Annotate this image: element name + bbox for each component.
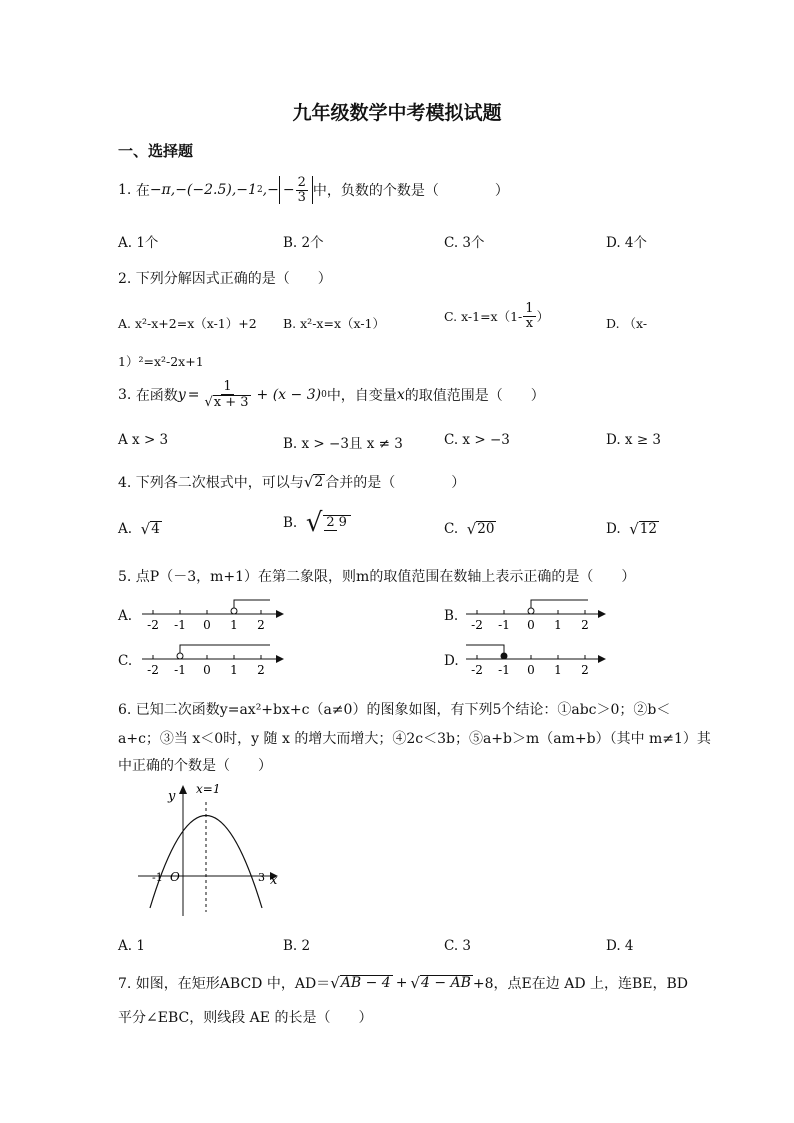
q1-option-c[interactable]: C. 3个	[444, 235, 485, 251]
q4-option-d[interactable]	[606, 520, 659, 538]
q4-option-b[interactable]	[283, 508, 352, 538]
q3-exponent: 0	[321, 389, 327, 400]
q4-option-c[interactable]	[444, 520, 496, 538]
q1-minus: −	[282, 182, 295, 199]
q4-a-radicand: 4	[151, 521, 160, 538]
q3-option-b[interactable]: B. x > −3且 x ≠ 3	[283, 436, 403, 452]
q6-parabola-graph	[138, 780, 288, 920]
q4-b-label: B.	[283, 515, 298, 531]
tick-label: 0	[203, 663, 211, 677]
y-label: y	[168, 789, 176, 804]
radical-icon: √	[204, 394, 213, 410]
tick-label: 1	[554, 663, 562, 677]
q3-numerator: 1	[223, 379, 232, 394]
q1-number: 1.	[118, 182, 132, 199]
q1-square: 2	[256, 185, 263, 196]
tick-label: -1	[498, 663, 510, 677]
q1-suffix: 中，负数的个数是（ ）	[312, 183, 509, 200]
q2-c-fraction	[523, 302, 535, 330]
question-2-stem: 2. 下列分解因式正确的是（ ）	[118, 271, 332, 287]
symmetry-label: x=1	[196, 782, 221, 796]
tick-label: 1	[554, 618, 562, 632]
tick-label: 2	[257, 618, 265, 632]
q7-prefix: 7. 如图，在矩形ABCD 中，AD＝	[118, 976, 331, 992]
q3-radicand: x + 3	[213, 394, 249, 410]
q4-d-radicand: 12	[639, 521, 657, 538]
q2-option-a[interactable]: A. x²-x+2=x（x-1）+2	[118, 316, 257, 331]
q3-denominator	[202, 395, 252, 410]
tick-label: -1	[174, 618, 186, 632]
tick-label: 0	[527, 618, 535, 632]
q7-suffix: +8，点E在边 AD 上，连BE，BD	[472, 976, 689, 992]
q3-y: y	[177, 386, 186, 403]
origin-label: O	[170, 870, 180, 884]
q1-numerator: 2	[297, 175, 306, 190]
q3-suffix: 中，自变量	[326, 387, 397, 404]
q1-absolute-value	[279, 176, 313, 204]
question-6-line-1: 6. 已知二次函数y=ax²+bx+c（a≠0）的图象如图，有下列5个结论：①abc＞0；②b＜	[118, 702, 671, 718]
q2-option-b[interactable]: B. x²-x=x（x-1）	[283, 316, 385, 331]
q4-b-denominator: 9	[338, 515, 347, 531]
q4-b-fraction	[323, 515, 351, 530]
q3-number: 3.	[118, 386, 132, 403]
q4-a-label: A.	[118, 521, 133, 537]
tick-label: -2	[147, 663, 159, 677]
q6-option-b[interactable]: B. 2	[283, 938, 311, 954]
q4-b-numerator: 2	[326, 515, 335, 531]
tick-label: -2	[471, 663, 483, 677]
radical-icon: √	[629, 520, 639, 538]
question-5-stem: 5. 点P（－3，m+1）在第二象限，则m的取值范围在数轴上表示正确的是（ ）	[118, 569, 636, 585]
tick-label: -1	[498, 618, 510, 632]
tick-label: 1	[230, 663, 238, 677]
page-title: 九年级数学中考模拟试题	[292, 102, 502, 124]
q3-option-d[interactable]: D. x ≥ 3	[606, 432, 662, 448]
q2-c-numerator: 1	[525, 301, 534, 316]
question-1-stem	[118, 176, 509, 204]
radical-icon: √	[303, 473, 314, 491]
q5-option-b-label[interactable]: B.	[444, 608, 459, 624]
q2-option-c[interactable]	[444, 302, 549, 330]
q4-c-radicand: 20	[477, 521, 495, 538]
tick-label: 2	[581, 618, 589, 632]
q5-option-d-number-line[interactable]	[462, 639, 612, 679]
q7-radicand-2: 4 − AB	[420, 974, 471, 991]
q4-c-label: C.	[444, 521, 459, 537]
question-7-line-2: 平分∠EBC，则线段 AE 的长是（ ）	[118, 1010, 373, 1026]
q5-option-c-number-line[interactable]	[138, 639, 288, 679]
q2-option-d-part2: 1）²=x²-2x+1	[118, 354, 204, 369]
q7-plus: +	[395, 975, 408, 991]
tick-label: -2	[471, 618, 483, 632]
tick-label: 2	[257, 663, 265, 677]
radical-icon: √	[140, 520, 151, 538]
q3-suffix-2: 的取值范围是（ ）	[404, 387, 545, 404]
tick-label: 0	[527, 663, 535, 677]
question-3-stem	[118, 380, 545, 410]
radical-icon: √	[466, 520, 477, 538]
tick-label: -2	[147, 618, 159, 632]
q5-option-a-label[interactable]: A.	[118, 608, 133, 624]
question-6-line-2: a+c；③当 x＜0时，y 随 x 的增大而增大；④2c＜3b；⑤a+b＞m（am+b）（其中 m≠1）其	[118, 731, 711, 747]
q4-option-a[interactable]	[118, 520, 162, 538]
q6-option-c[interactable]: C. 3	[444, 938, 472, 954]
q4-prefix: 4. 下列各二次根式中，可以与	[118, 475, 304, 491]
x-label: x	[270, 873, 278, 888]
q2-option-d-part1[interactable]: D. （x-	[606, 316, 648, 331]
q1-option-b[interactable]: B. 2个	[283, 235, 324, 251]
q5-option-b-number-line[interactable]	[462, 594, 612, 634]
question-6-line-3: 中正确的个数是（ ）	[118, 758, 272, 774]
tick-label: 1	[230, 618, 238, 632]
radical-icon: √	[410, 974, 420, 992]
q5-option-a-number-line[interactable]	[138, 594, 288, 634]
q1-option-d[interactable]: D. 4个	[606, 235, 648, 251]
q5-option-c-label[interactable]: C.	[118, 653, 133, 669]
q2-c-prefix: C. x-1=x（1-	[444, 309, 523, 325]
q1-option-a[interactable]: A. 1个	[118, 235, 159, 251]
q4-radicand: 2	[314, 473, 324, 490]
q3-option-c[interactable]: C. x > −3	[444, 432, 510, 448]
tick-label: -1	[174, 663, 186, 677]
q3-x: x	[396, 386, 405, 403]
radical-icon: √	[305, 508, 323, 538]
q3-middle-term: + (x − 3)	[256, 386, 322, 403]
q3-fraction	[202, 380, 252, 410]
q4-suffix: 合并的是（ ）	[325, 475, 466, 491]
q1-fraction	[296, 176, 308, 204]
question-4-stem	[118, 472, 465, 492]
radical-icon: √	[330, 974, 340, 992]
q6-option-a[interactable]: A. 1	[118, 938, 145, 954]
tick-label: 2	[581, 663, 589, 677]
tick-label: 0	[203, 618, 211, 632]
q7-radicand-1: AB − 4	[340, 974, 391, 991]
q3-equals: =	[187, 386, 200, 403]
question-7-line-1	[118, 973, 688, 993]
q2-c-denominator: x	[525, 315, 534, 331]
q1-prefix: 在	[135, 183, 150, 200]
right-root-label: 3	[258, 871, 265, 884]
section-heading: 一、选择题	[118, 142, 194, 160]
q1-denominator: 3	[297, 189, 306, 205]
q4-d-label: D.	[606, 521, 621, 537]
left-root-label: -1	[152, 871, 163, 884]
q3-prefix: 在函数	[135, 387, 178, 404]
q2-c-suffix: ）	[536, 309, 550, 325]
q6-option-d[interactable]: D. 4	[606, 938, 634, 954]
q3-option-a[interactable]: A x > 3	[118, 432, 169, 448]
q1-expr-b: ,−	[262, 182, 279, 199]
q1-expr-a: −π,−(−2.5),−1	[149, 182, 257, 199]
q5-option-d-label[interactable]: D.	[444, 653, 459, 669]
